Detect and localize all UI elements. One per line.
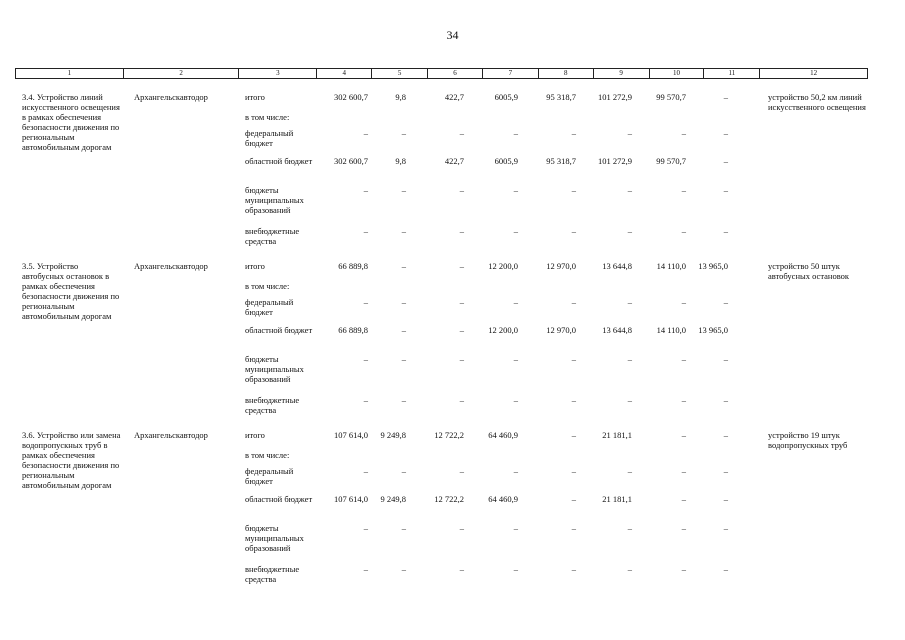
funding-value: 21 181,1 [602, 430, 632, 440]
funding-value: 14 110,0 [656, 325, 686, 335]
funding-source-label: областной бюджет [245, 325, 313, 335]
funding-value: – [571, 226, 576, 236]
funding-value: – [681, 430, 686, 440]
funding-value: – [401, 128, 406, 138]
expected-result: устройство 19 штук водопропускных труб [768, 430, 848, 450]
funding-value: 6005,9 [494, 92, 518, 102]
funding-value: – [681, 354, 686, 364]
funding-value: – [723, 128, 728, 138]
funding-value: 302 600,7 [334, 92, 368, 102]
funding-value: – [459, 297, 464, 307]
funding-source-label: внебюджетные средства [245, 395, 300, 415]
funding-value: – [363, 128, 368, 138]
activity-name: 3.5. Устройство автобусных остановок в рамках обеспечения безопасности движения по региональным автомобильным дорогам [22, 261, 120, 321]
funding-value: 66 889,8 [338, 261, 368, 271]
funding-value: – [513, 523, 518, 533]
funding-value: – [571, 128, 576, 138]
funding-value: – [401, 466, 406, 476]
funding-value: – [363, 354, 368, 364]
funding-value: – [723, 185, 728, 195]
executor-name: Архангельскавтодор [134, 92, 208, 102]
funding-value: – [627, 354, 632, 364]
funding-value: – [459, 261, 464, 271]
funding-value: 12 200,0 [488, 261, 518, 271]
funding-value: – [513, 466, 518, 476]
funding-value: – [627, 185, 632, 195]
funding-value: – [723, 354, 728, 364]
funding-value: – [459, 128, 464, 138]
funding-value: – [513, 128, 518, 138]
funding-value: – [513, 297, 518, 307]
funding-value: – [627, 226, 632, 236]
funding-value: – [401, 297, 406, 307]
funding-value: 6005,9 [494, 156, 518, 166]
column-number: 7 [483, 69, 539, 78]
funding-value: 14 110,0 [656, 261, 686, 271]
column-number: 3 [239, 69, 317, 78]
funding-value: – [459, 325, 464, 335]
funding-value: 13 644,8 [602, 261, 632, 271]
funding-value: – [459, 523, 464, 533]
funding-value: 12 722,2 [434, 494, 464, 504]
funding-value: – [627, 395, 632, 405]
funding-source-label: бюджеты муниципальных образований [245, 185, 304, 215]
funding-value: 21 181,1 [602, 494, 632, 504]
column-number: 2 [124, 69, 240, 78]
funding-value: – [363, 564, 368, 574]
funding-value: – [459, 354, 464, 364]
funding-value: 64 460,9 [488, 430, 518, 440]
column-number-header [15, 68, 868, 79]
activity-name: 3.4. Устройство линий искусственного освещения в рамках обеспечения безопасности движения по региональным автомобильным дорогам [22, 92, 120, 152]
funding-value: 66 889,8 [338, 325, 368, 335]
funding-value: – [571, 494, 576, 504]
funding-value: – [627, 466, 632, 476]
funding-value: – [513, 185, 518, 195]
funding-value: – [723, 226, 728, 236]
funding-value: – [363, 466, 368, 476]
funding-source-label: итого [245, 261, 265, 271]
funding-value: 9,8 [395, 92, 406, 102]
column-number: 9 [594, 69, 650, 78]
funding-value: – [723, 395, 728, 405]
funding-source-label: бюджеты муниципальных образований [245, 523, 304, 553]
funding-value: 99 570,7 [656, 156, 686, 166]
funding-value: – [627, 523, 632, 533]
funding-value: – [723, 466, 728, 476]
funding-value: – [681, 466, 686, 476]
funding-value: – [681, 185, 686, 195]
funding-value: – [513, 564, 518, 574]
funding-value: 95 318,7 [546, 156, 576, 166]
funding-source-label: федеральный бюджет [245, 128, 294, 148]
activity-name: 3.6. Устройство или замена водопропускных труб в рамках обеспечения безопасности движения по региональным автомобильным дорогам [22, 430, 121, 490]
column-number: 6 [428, 69, 483, 78]
funding-source-label: федеральный бюджет [245, 466, 294, 486]
funding-value: 64 460,9 [488, 494, 518, 504]
funding-source-label: итого [245, 430, 265, 440]
column-number: 8 [539, 69, 594, 78]
funding-value: – [513, 226, 518, 236]
funding-value: – [513, 395, 518, 405]
funding-value: – [401, 564, 406, 574]
column-number: 4 [317, 69, 372, 78]
funding-value: – [459, 185, 464, 195]
funding-value: – [681, 297, 686, 307]
funding-value: – [363, 523, 368, 533]
funding-value: – [571, 297, 576, 307]
funding-value: – [723, 564, 728, 574]
funding-value: – [681, 395, 686, 405]
funding-value: – [571, 354, 576, 364]
funding-source-label: в том числе: [245, 112, 290, 122]
funding-value: – [459, 466, 464, 476]
funding-value: 302 600,7 [334, 156, 368, 166]
funding-source-label: бюджеты муниципальных образований [245, 354, 304, 384]
funding-source-label: внебюджетные средства [245, 226, 300, 246]
funding-value: – [723, 430, 728, 440]
funding-source-label: итого [245, 92, 265, 102]
funding-value: – [723, 297, 728, 307]
funding-value: 12 722,2 [434, 430, 464, 440]
funding-value: – [571, 430, 576, 440]
funding-value: – [363, 395, 368, 405]
funding-value: 99 570,7 [656, 92, 686, 102]
funding-value: – [681, 494, 686, 504]
funding-value: 107 614,0 [334, 494, 368, 504]
funding-value: – [459, 564, 464, 574]
funding-value: 9 249,8 [380, 494, 406, 504]
funding-value: – [401, 226, 406, 236]
funding-value: – [723, 494, 728, 504]
funding-value: 9,8 [395, 156, 406, 166]
column-number: 12 [810, 69, 818, 77]
funding-value: – [459, 226, 464, 236]
column-number: 11 [704, 69, 760, 78]
funding-value: 107 614,0 [334, 430, 368, 440]
funding-source-label: в том числе: [245, 281, 290, 291]
funding-value: – [363, 297, 368, 307]
funding-value: – [571, 523, 576, 533]
funding-value: – [401, 523, 406, 533]
funding-value: 101 272,9 [598, 156, 632, 166]
executor-name: Архангельскавтодор [134, 261, 208, 271]
funding-value: – [571, 564, 576, 574]
funding-value: – [513, 354, 518, 364]
page-number: 34 [446, 28, 459, 42]
column-number: 5 [372, 69, 428, 78]
funding-value: – [571, 395, 576, 405]
funding-value: – [627, 128, 632, 138]
funding-value: – [401, 325, 406, 335]
funding-value: 13 965,0 [698, 325, 728, 335]
funding-value: – [571, 185, 576, 195]
funding-value: – [401, 395, 406, 405]
expected-result: устройство 50,2 км линий искусственного освещения [768, 92, 866, 112]
funding-value: 12 970,0 [546, 325, 576, 335]
funding-value: 12 970,0 [546, 261, 576, 271]
funding-value: 12 200,0 [488, 325, 518, 335]
funding-value: 422,7 [444, 156, 464, 166]
executor-name: Архангельскавтодор [134, 430, 208, 440]
column-number: 10 [650, 69, 705, 78]
funding-value: 9 249,8 [380, 430, 406, 440]
funding-value: – [571, 466, 576, 476]
funding-value: 422,7 [444, 92, 464, 102]
funding-value: 95 318,7 [546, 92, 576, 102]
funding-value: – [681, 564, 686, 574]
funding-value: – [401, 354, 406, 364]
funding-value: – [723, 92, 728, 102]
funding-value: 13 965,0 [698, 261, 728, 271]
funding-source-label: внебюджетные средства [245, 564, 300, 584]
funding-value: – [627, 564, 632, 574]
funding-source-label: в том числе: [245, 450, 290, 460]
funding-source-label: областной бюджет [245, 156, 313, 166]
funding-value: – [627, 297, 632, 307]
funding-value: – [459, 395, 464, 405]
funding-source-label: областной бюджет [245, 494, 313, 504]
funding-value: – [363, 185, 368, 195]
funding-value: – [681, 523, 686, 533]
funding-value: – [723, 156, 728, 166]
funding-value: – [681, 226, 686, 236]
funding-value: – [401, 261, 406, 271]
funding-value: 101 272,9 [598, 92, 632, 102]
funding-value: – [723, 523, 728, 533]
expected-result: устройство 50 штук автобусных остановок [768, 261, 850, 281]
funding-value: – [681, 128, 686, 138]
funding-value: – [363, 226, 368, 236]
column-number: 1 [16, 69, 124, 78]
funding-value: 13 644,8 [602, 325, 632, 335]
funding-source-label: федеральный бюджет [245, 297, 294, 317]
funding-value: – [401, 185, 406, 195]
